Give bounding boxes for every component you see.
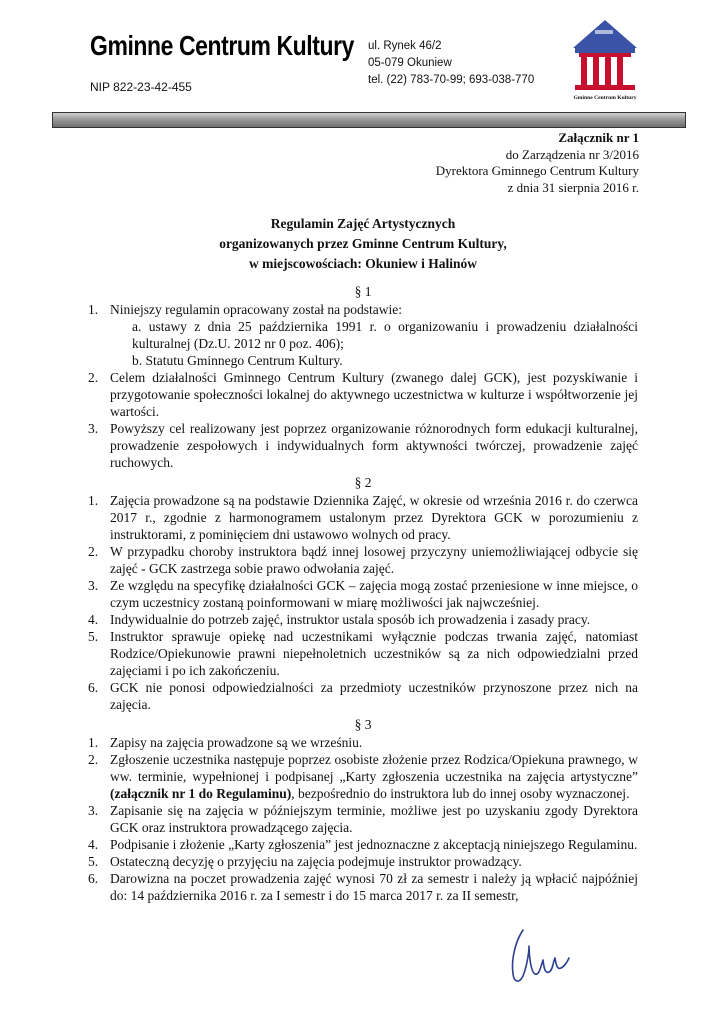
item-text: Podpisanie i złożenie „Karty zgłoszenia” jest jednoznaczne z akceptacją niniejszego Regulaminu. [110, 837, 638, 852]
item-number: 5. [88, 629, 99, 644]
list-item [88, 577, 638, 611]
item-text: Ostateczną decyzję o przyjęciu na zajęcia podejmuje instruktor prowadzący. [110, 854, 522, 869]
sub-item: a. ustawy z dnia 25 października 1991 r. o organizowaniu i prowadzeniu działalności kulturalnej (Dz.U. 2012 nr 0 poz. 406); [132, 319, 638, 351]
handwritten-signature [505, 922, 585, 992]
address-phone: tel. (22) 783-70-99; 693-038-770 [368, 74, 535, 86]
item-text: Zapisanie się na zajęcia w późniejszym terminie, możliwe jest po uzyskaniu zgody Dyrektora GCK oraz instruktora prowadzącego zajęcia. [110, 803, 638, 835]
title-line-1: Regulamin Zajęć Artystycznych [270, 216, 456, 231]
list-item [88, 492, 638, 543]
item-text-continued: , bezpośrednio do instruktora lub do innej osoby wyznaczonej. [291, 786, 630, 801]
item-number: 6. [88, 680, 99, 695]
annex-reference-bold: (załącznik nr 1 do Regulaminu) [110, 786, 292, 801]
item-number: 4. [88, 837, 99, 852]
list-item [88, 853, 638, 870]
list-item [88, 420, 638, 471]
item-text: W przypadku choroby instruktora bądź innej losowej przyczyny uniemożliwiającej odbycie się zajęć - GCK zastrzega sobie prawo odwołania zajęć. [110, 544, 638, 576]
list-item [88, 628, 638, 679]
title-line-2: organizowanych przez Gminne Centrum Kultury, [219, 236, 507, 251]
list-item [88, 734, 638, 751]
item-number: 3. [88, 578, 99, 593]
section-heading: § 1 [354, 284, 372, 299]
item-text: Zapisy na zajęcia prowadzone są we wrześniu. [110, 735, 363, 750]
list-item [88, 802, 638, 836]
list-item [88, 836, 638, 853]
sub-item: b. Statutu Gminnego Centrum Kultury. [132, 353, 343, 368]
logo-caption: Gminne Centrum Kultury [573, 95, 637, 101]
list-item [88, 611, 638, 628]
list-item [88, 751, 638, 802]
annex-reference [436, 130, 639, 196]
item-text: Celem działalności Gminnego Centrum Kultury (zwanego dalej GCK), jest pozyskiwanie i przygotowanie społeczności lokalnej do aktywnego uczestnictwa w kulturze i współtworzenie jej wartości. [110, 370, 638, 419]
item-text: Powyższy cel realizowany jest poprzez organizowanie różnorodnych form edukacji kulturalnej, prowadzenie zespołowych i indywidualnych form aktywności twórczej, prowadzenie zajęć ruchowych. [110, 421, 638, 470]
list-item [88, 301, 638, 369]
item-number: 3. [88, 803, 99, 818]
item-number: 1. [88, 302, 99, 317]
section-heading: § 3 [354, 717, 372, 732]
item-number: 4. [88, 612, 99, 627]
title-line-3: w miejscowościach: Okuniew i Halinów [249, 256, 477, 271]
item-text: Darowizna na poczet prowadzenia zajęć wynosi 70 zł za semestr i należy ją wpłacić najpóźniej do: 14 października 2016 r. za I semestr i do 15 marca 2017 r. za II semestr, [110, 871, 638, 903]
list-item [88, 679, 638, 713]
section-1-list [88, 301, 638, 471]
item-number: 5. [88, 854, 99, 869]
org-name-heading: Gminne Centrum Kultury [90, 30, 354, 61]
item-text: Ze względu na specyfikę działalności GCK – zajęcia mogą zostać przeniesione w inne miejsce, o czym uczestnicy zostaną poinformowani w miarę możliwości jak najwcześniej. [110, 578, 638, 610]
annex-label: Załącznik nr 1 [558, 130, 639, 145]
annex-date: z dnia 31 sierpnia 2016 r. [507, 179, 639, 195]
address-block [368, 38, 534, 89]
item-text: Zgłoszenie uczestnika następuje poprzez osobiste złożenie przez Rodzica/Opiekuna prawnego, w ww. terminie, wypełnionej i podpisanej „Karty zgłoszenia uczestnika na zajęcia artystyczne” [110, 752, 638, 784]
item-number: 1. [88, 493, 99, 508]
item-number: 1. [88, 735, 99, 750]
section-3-list [88, 734, 638, 904]
list-item [88, 870, 638, 904]
item-number: 3. [88, 421, 99, 436]
list-item [88, 369, 638, 420]
gck-logo [565, 18, 645, 104]
annex-order: do Zarządzenia nr 3/2016 [505, 146, 639, 162]
regulation-body [88, 280, 638, 904]
header-divider-bar [52, 112, 686, 128]
annex-director: Dyrektora Gminnego Centrum Kultury [435, 163, 639, 178]
item-number: 2. [88, 752, 99, 767]
list-item [88, 543, 638, 577]
item-number: 2. [88, 370, 99, 385]
address-postal: 05-079 Okuniew [368, 57, 452, 69]
section-2-list [88, 492, 638, 713]
document-title [88, 214, 638, 274]
item-number: 2. [88, 544, 99, 559]
item-text: Zajęcia prowadzone są na podstawie Dziennika Zajęć, w okresie od września 2016 r. do czerwca 2017 r., zgodnie z harmonogramem ustalonym przez Dyrektora GCK w porozumieniu z instruktorami, z pominięciem dni ustawowo wolnych od pracy. [110, 493, 638, 542]
item-number: 6. [88, 871, 99, 886]
item-text: GCK nie ponosi odpowiedzialności za przedmioty uczestników przynoszone przez nich na zajęcia. [110, 680, 638, 712]
address-street: ul. Rynek 46/2 [368, 40, 442, 52]
section-heading: § 2 [354, 475, 372, 490]
item-text: Instruktor sprawuje opiekę nad uczestnikami wyłącznie podczas trwania zajęć, natomiast Rodzice/Opiekunowie prawni niepełnoletnich uczestników są za nich odpowiedzialni przed zajęciami i po ich zakończeniu. [110, 629, 638, 678]
item-text: Indywidualnie do potrzeb zajęć, instruktor ustala sposób ich prowadzenia i zasady pracy. [110, 612, 591, 627]
nip-number: NIP 822-23-42-455 [90, 80, 192, 94]
item-text: Niniejszy regulamin opracowany został na podstawie: [110, 302, 403, 317]
